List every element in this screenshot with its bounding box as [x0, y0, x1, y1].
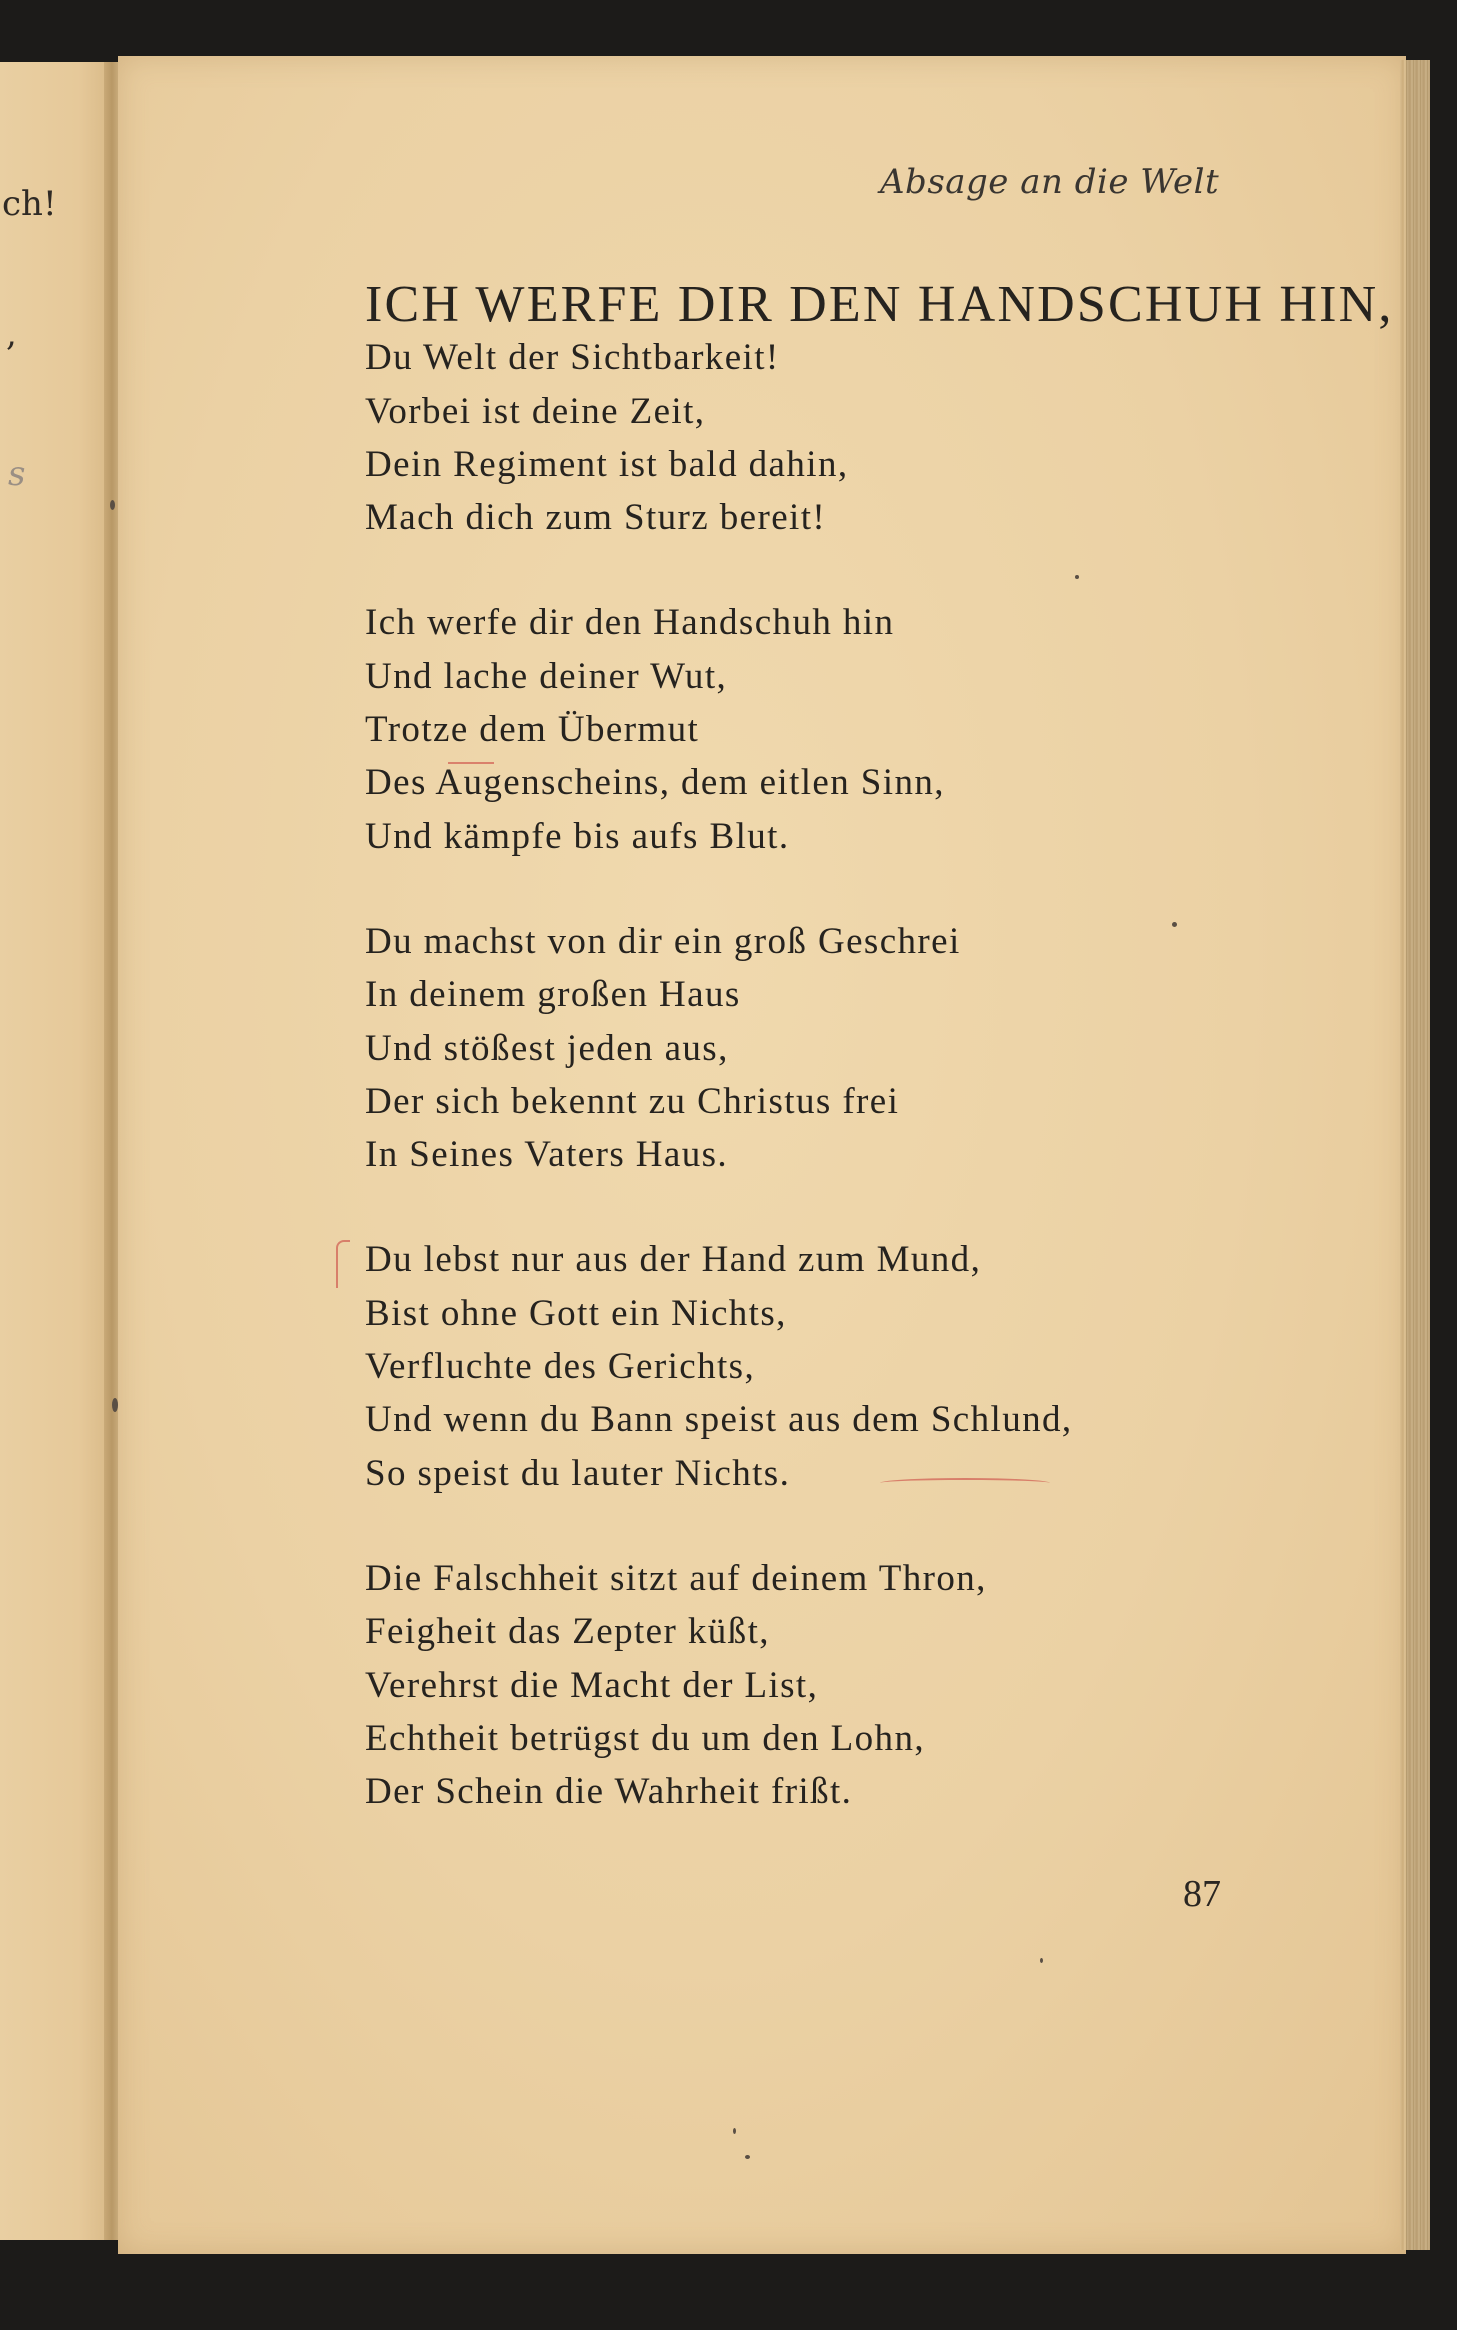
poem-line: In deinem großen Haus [365, 974, 741, 1016]
paper-speck [1075, 575, 1079, 579]
running-head: Absage an die Welt [880, 162, 1220, 202]
poem-line: Echtheit betrügst du um den Lohn, [365, 1717, 925, 1759]
poem-line: Verehrst die Macht der List, [365, 1664, 819, 1706]
left-facing-page [0, 62, 112, 2240]
poem-line: Du lebst nur aus der Hand zum Mund, [365, 1239, 982, 1281]
stanza [365, 1552, 1365, 1818]
left-page-fragment: ch! [2, 184, 57, 224]
paper-speck [1172, 922, 1177, 927]
poem-line: Und stößest jeden aus, [365, 1027, 729, 1069]
poem-line: Und lache deiner Wut, [365, 655, 728, 697]
poem-line: Bist ohne Gott ein Nichts, [365, 1292, 787, 1334]
poem-line: Der Schein die Wahrheit frißt. [365, 1771, 853, 1813]
poem-first-line-text: ICH WERFE DIR DEN HANDSCHUH HIN, [365, 276, 1394, 333]
paper-speck [1040, 1958, 1043, 1963]
poem-line: Feigheit das Zepter küßt, [365, 1611, 770, 1653]
page-number: 87 [1183, 1873, 1221, 1915]
stanza [365, 915, 1365, 1181]
red-pencil-mark [336, 1240, 350, 1288]
paper-speck [733, 2128, 736, 2134]
poem-line: Du Welt der Sichtbarkeit! [365, 337, 780, 379]
paper-speck [112, 1398, 118, 1412]
poem-line: Trotze dem Übermut [365, 709, 700, 751]
poem-line: Vorbei ist deine Zeit, [365, 390, 706, 432]
poem-line: Ich werfe dir den Handschuh hin [365, 602, 895, 644]
poem-line: Und kämpfe bis aufs Blut. [365, 815, 790, 857]
poem [365, 276, 1394, 1870]
left-page-fragment: s [8, 454, 26, 494]
poem-line: Des Augenscheins, dem eitlen Sinn, [365, 762, 945, 804]
poem-line: Du machst von dir ein groß Geschrei [365, 920, 961, 962]
stanza [365, 276, 1394, 544]
poem-line: Dein Regiment ist bald dahin, [365, 443, 849, 485]
poem-line: In Seines Vaters Haus. [365, 1134, 729, 1176]
poem-line: So speist du lauter Nichts. [365, 1452, 791, 1494]
paper-speck [110, 500, 115, 510]
poem-line: Mach dich zum Sturz bereit! [365, 497, 827, 539]
left-page-fragment: , [6, 314, 17, 354]
poem-line: Und wenn du Bann speist aus dem Schlund, [365, 1399, 1073, 1441]
paper-speck [745, 2155, 750, 2159]
poem-line: Der sich bekennt zu Christus frei [365, 1080, 900, 1122]
page-edges [1400, 60, 1430, 2250]
poem-line: Die Falschheit sitzt auf deinem Thron, [365, 1557, 987, 1599]
stanza [365, 596, 1365, 862]
poem-first-line [365, 276, 1394, 333]
stanza [365, 1233, 1365, 1499]
poem-line: Verfluchte des Gerichts, [365, 1346, 756, 1388]
